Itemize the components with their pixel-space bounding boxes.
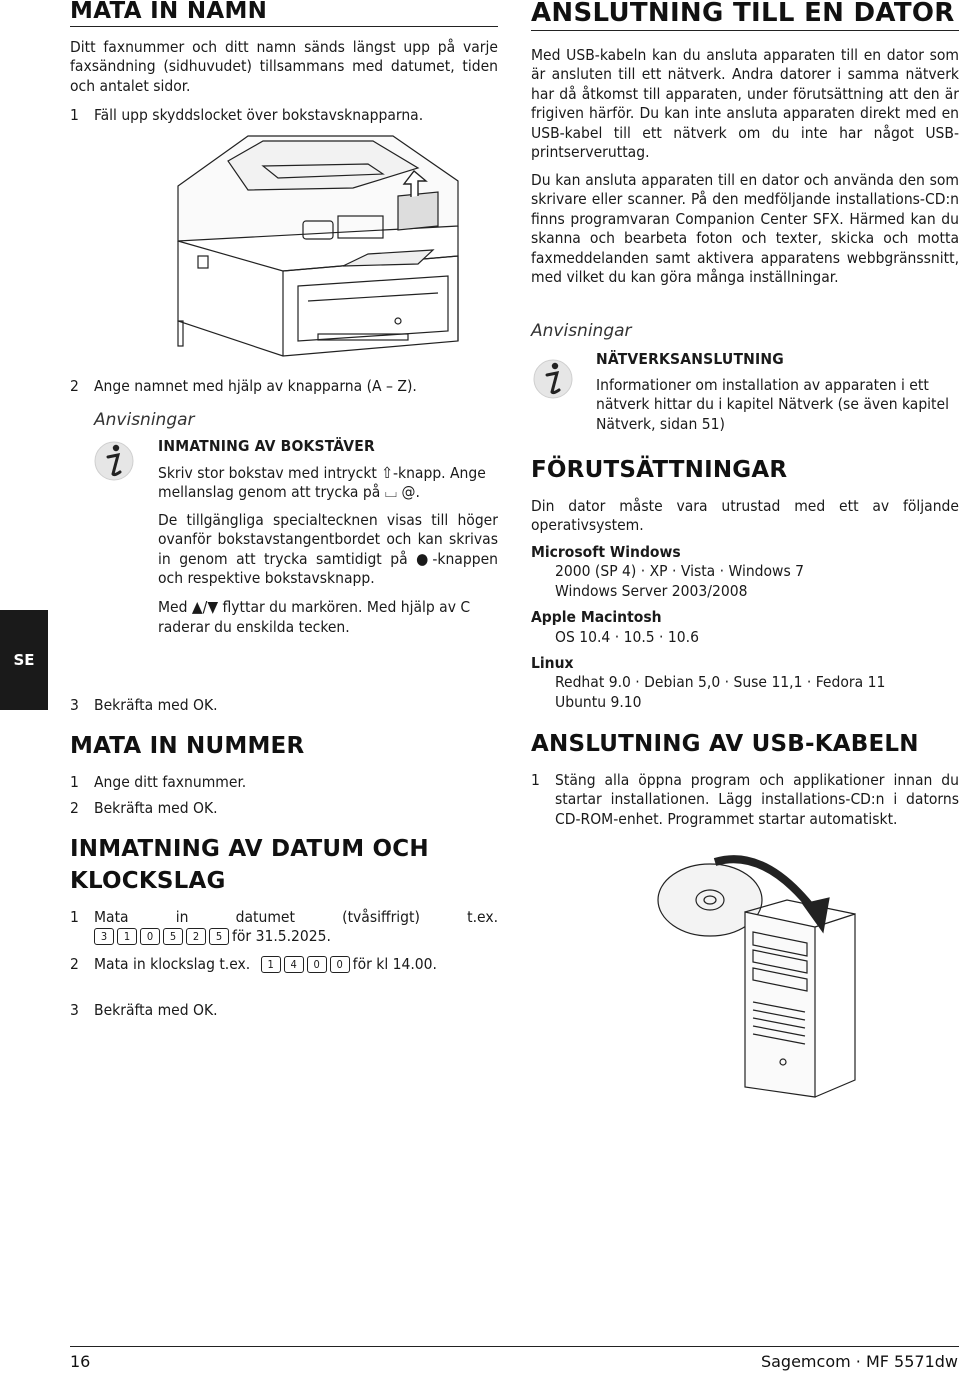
os-version: Redhat 9.0 · Debian 5,0 · Suse 11,1 · Fedora 11 <box>555 673 886 692</box>
name-step-1: 1 Fäll upp skyddslocket över bokstavsknapparna. <box>70 106 424 124</box>
date-step-3: 3 Bekräfta med OK. <box>70 1001 218 1019</box>
heading-usb: ANSLUTNING AV USB-KABELN <box>531 731 919 757</box>
time-key-4: 4 <box>284 956 304 973</box>
fax-machine-illustration <box>168 126 468 361</box>
note-heading-network: NÄTVERKSANSLUTNING <box>596 350 784 368</box>
name-step-3: 3 Bekräfta med OK. <box>70 696 218 714</box>
date-key-0: 0 <box>140 928 160 945</box>
usb-step-1: 1 Stäng alla öppna program och applikationer innan du startar installationen. Lägg installations-CD:n i datorns CD-ROM-enhet. Programmet startar automatiskt. <box>531 771 959 828</box>
connect-p2: Du kan ansluta apparaten till en dator och använda den som skrivare eller scanner. På den medföljande installations-CD:n finns programvaran Companion Center SFX. Härmed kan du skanna och bearbeta foton och texter, skicka och motta faxmeddelanden samt aktivera apparatens webbgränssnitt, med vilket du kan göra många inställningar. <box>531 171 959 287</box>
date-key-2: 2 <box>186 928 206 945</box>
os-version: 2000 (SP 4) · XP · Vista · Windows 7 <box>555 562 805 581</box>
name-step-2: 2 Ange namnet med hjälp av knapparna (A – Z). <box>70 377 417 395</box>
cd-computer-illustration <box>655 852 875 1102</box>
os-version: Windows Server 2003/2008 <box>555 581 748 600</box>
time-key-0: 0 <box>330 956 350 973</box>
heading-enter-name: MATA IN NAMN <box>70 0 268 24</box>
time-keys <box>261 955 353 973</box>
note-heading: INMATNING AV BOKSTÄVER <box>158 437 375 455</box>
os-entry <box>531 654 959 712</box>
note-label-right: Anvisningar <box>531 321 632 341</box>
note-label: Anvisningar <box>94 410 195 430</box>
heading-date-time: INMATNING AV DATUM OCH KLOCKSLAG <box>70 836 429 894</box>
letters-note <box>94 410 498 637</box>
date-keys <box>94 927 232 945</box>
date-step-2: 2 Mata in klockslag t.ex. 1 4 0 0 för kl 14.00. <box>70 955 437 973</box>
note-network-text: Informationer om installation av apparaten i ett nätverk hittar du i kapitel Nätverk (se även kapitel Nätverk, sidan 51) <box>596 376 949 433</box>
info-icon <box>94 438 134 484</box>
os-name: Linux <box>531 654 574 673</box>
note-p2: De tillgängliga specialtecknen visas till höger ovanför bokstavstangentbordet och kan skrivas in genom att trycka samtidigt på ●-knappen och respektive bokstavsknapp. <box>158 510 498 588</box>
number-step-2: 2 Bekräfta med OK. <box>70 799 218 817</box>
heading-requirements: FÖRUTSÄTTNINGAR <box>531 457 788 483</box>
time-key-1: 1 <box>261 956 281 973</box>
number-step-1: 1 Ange ditt faxnummer. <box>70 773 247 791</box>
os-entry <box>531 543 959 601</box>
heading-enter-number: MATA IN NUMMER <box>70 733 305 759</box>
os-version: OS 10.4 · 10.5 · 10.6 <box>555 627 699 646</box>
page-number: 16 <box>70 1352 91 1371</box>
info-icon <box>533 356 573 402</box>
date-key-3: 3 <box>94 928 114 945</box>
top-rule-left <box>70 26 498 27</box>
note-p1: Skriv stor bokstav med intryckt ⇧-knapp. Ange mellanslag genom att trycka på ⌴ @. <box>158 464 486 502</box>
language-tab: SE <box>0 610 48 710</box>
date-key-5: 5 <box>163 928 183 945</box>
note-p3: Med ▲/▼ flyttar du markören. Med hjälp av C raderar du enskilda tecken. <box>158 598 471 636</box>
os-name: Microsoft Windows <box>531 543 681 561</box>
os-name: Apple Macintosh <box>531 608 662 627</box>
name-intro: Ditt faxnummer och ditt namn sänds längst upp på varje faxsändning (sidhuvudet) tillsammans med datumet, tiden och antalet sidor. <box>70 38 498 95</box>
os-entry <box>531 608 959 647</box>
footer-rule <box>70 1346 959 1347</box>
os-list <box>531 543 959 719</box>
requirements-intro: Din dator måste vara utrustad med ett av följande operativsystem. <box>531 497 959 535</box>
product-name: Sagemcom · MF 5571dw <box>760 1352 958 1371</box>
top-rule-right <box>531 30 959 31</box>
time-key-0: 0 <box>307 956 327 973</box>
date-step-1: 1 Mata in datumet (tvåsiffrigt) t.ex. 3 1 0 5 2 5 för 31.5.2025. <box>70 908 498 946</box>
os-version: Ubuntu 9.10 <box>555 692 642 711</box>
heading-connect-computer: ANSLUTNING TILL EN DATOR <box>531 0 955 28</box>
connect-p1: Med USB-kabeln kan du ansluta apparaten till en dator som är ansluten till ett nätverk. Andra datorer i samma nätverk har då åtkomst till apparaten, under förutsättning att den är frigiven härför. Du kan inte ansluta apparaten direkt med en USB-kabel till ett nätverk om du inte har något USB-printserveruttag. <box>531 46 959 162</box>
date-key-1: 1 <box>117 928 137 945</box>
date-key-5: 5 <box>209 928 229 945</box>
